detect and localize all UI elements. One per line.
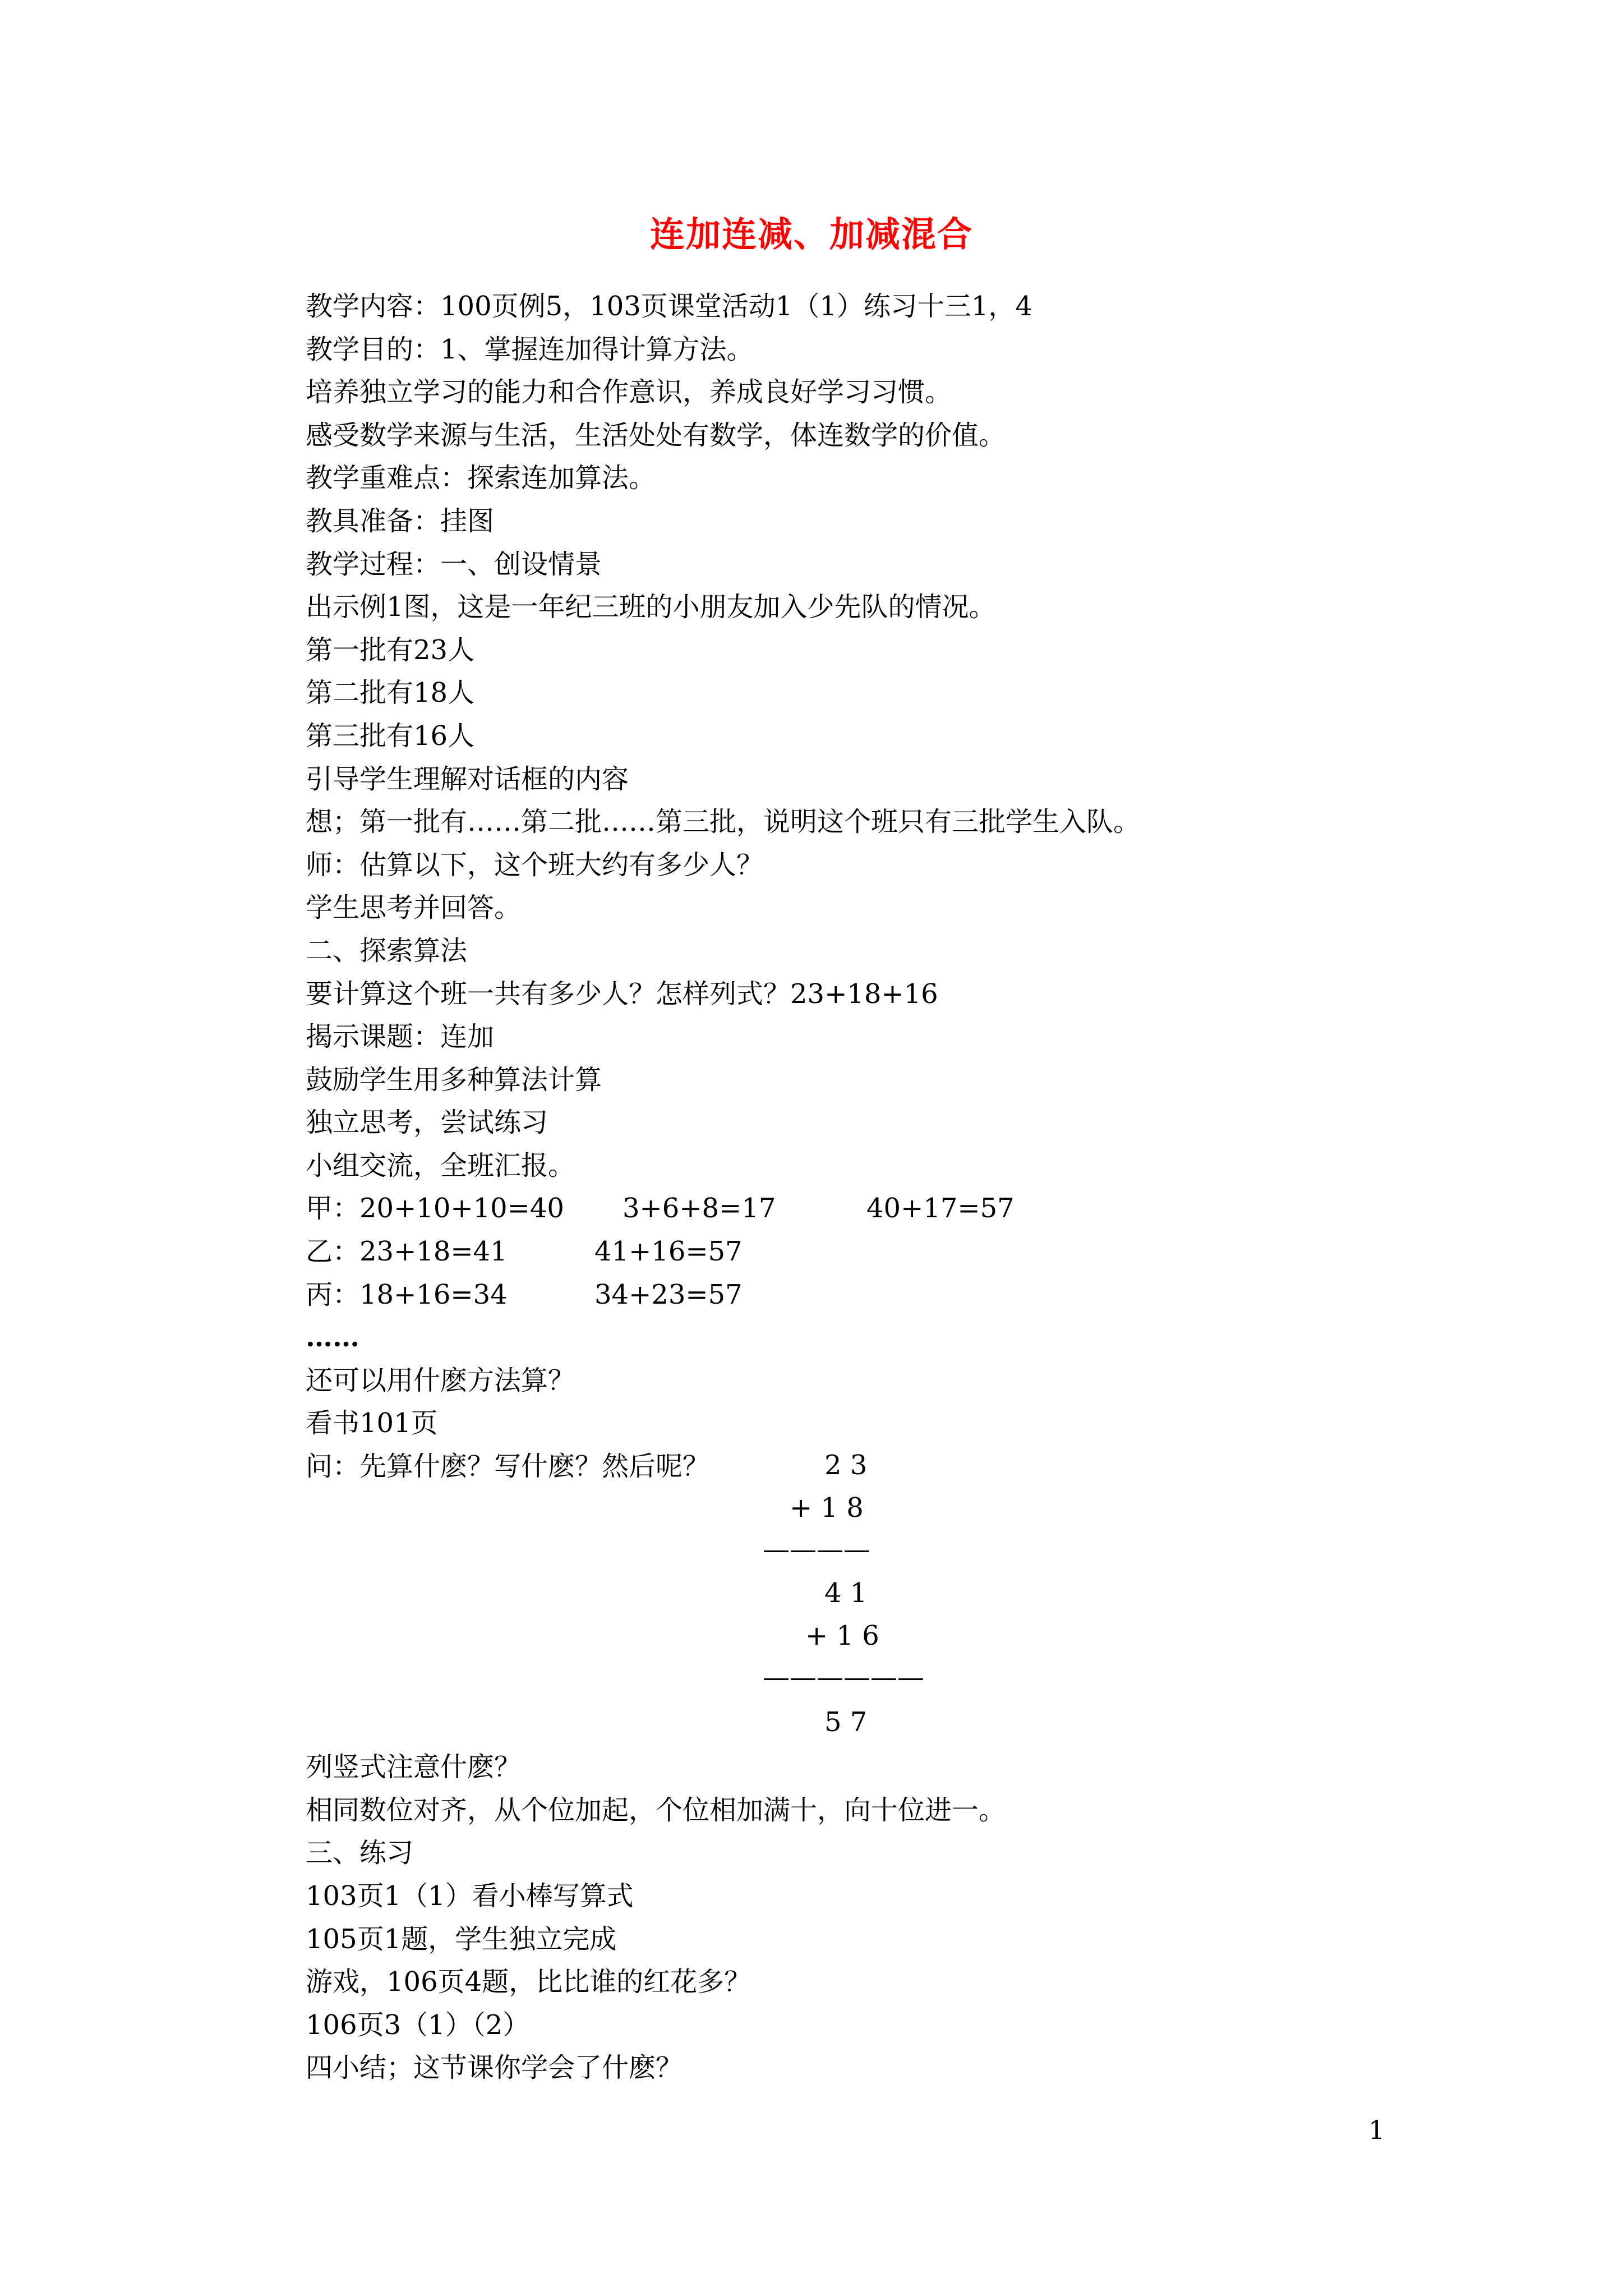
method-step-3: 40+17=57 (866, 1193, 1015, 1225)
text-line: 要计算这个班一共有多少人？怎样列式？23+18+16 (306, 978, 938, 1010)
vertical-partial-sum: 4 1 (824, 1577, 868, 1609)
text-line: 引导学生理解对话框的内容 (306, 763, 629, 795)
text-line: 教具准备：挂图 (306, 505, 495, 537)
vertical-rule-1: ———— (763, 1534, 870, 1565)
ellipsis-line: …… (306, 1322, 359, 1354)
text-line: 揭示课题：连加 (306, 1021, 495, 1053)
text-line: 三、练习 (306, 1837, 414, 1869)
text-line: 四小结；这节课你学会了什麽？ (306, 2052, 683, 2084)
text-line: 还可以用什麽方法算？ (306, 1364, 575, 1396)
method-row-jia (306, 1187, 1427, 1230)
document-body (306, 285, 1427, 2090)
text-line: 教学重难点：探索连加算法。 (306, 462, 656, 494)
vertical-addend-1: 2 3 (824, 1450, 868, 1481)
method-step-2: 41+16=57 (594, 1236, 743, 1268)
text-line: 独立思考，尝试练习 (306, 1107, 548, 1139)
text-line: 游戏，106页4题，比比谁的红花多？ (306, 1966, 751, 1998)
text-line: 列竖式注意什麽？ (306, 1751, 522, 1783)
text-line: 小组交流，全班汇报。 (306, 1149, 575, 1181)
text-line: 第二批有18人 (306, 677, 475, 709)
text-line: 鼓励学生用多种算法计算 (306, 1064, 602, 1096)
document-title: 连加连减、加减混合 (649, 214, 973, 255)
text-line: 106页3（1）（2） (306, 2009, 530, 2041)
method-row-bing (306, 1273, 1427, 1317)
method-step-1: 甲：20+10+10=40 (306, 1193, 564, 1225)
text-line: 想；第一批有……第二批……第三批，说明这个班只有三批学生入队。 (306, 806, 1141, 838)
text-line: 出示例1图，这是一年纪三班的小朋友加入少先队的情况。 (306, 591, 996, 623)
text-line: 师：估算以下，这个班大约有多少人？ (306, 849, 764, 881)
vertical-rule-2: —————— (763, 1662, 924, 1693)
text-line: 教学目的：1、掌握连加得计算方法。 (306, 333, 754, 365)
text-line: 培养独立学习的能力和合作意识，养成良好学习习惯。 (306, 376, 952, 408)
text-line: 相同数位对齐，从个位加起，个位相加满十，向十位进一。 (306, 1794, 1006, 1826)
method-step-2: 34+23=57 (594, 1278, 743, 1310)
vertical-sum: 5 7 (824, 1706, 868, 1738)
method-step-2: 3+6+8=17 (623, 1193, 776, 1225)
text-line: 105页1题，学生独立完成 (306, 1923, 617, 1955)
text-line: 教学过程：一、创设情景 (306, 548, 602, 580)
text-line: 第一批有23人 (306, 634, 475, 666)
text-line: 学生思考并回答。 (306, 892, 522, 924)
spacer (306, 1488, 1427, 1531)
text-line: 教学内容：100页例5，103页课堂活动1（1）练习十三1，4 (306, 291, 1032, 322)
text-line: 第三批有16人 (306, 720, 475, 752)
text-line: 二、探索算法 (306, 935, 468, 967)
method-step-1: 丙：18+16=34 (306, 1278, 508, 1310)
method-row-yi (306, 1230, 1427, 1273)
vertical-addend-2: + 1 8 (790, 1492, 864, 1524)
text-line: 问：先算什麽？写什麽？然后呢？ (306, 1451, 710, 1483)
vertical-addend-3: + 1 6 (805, 1620, 879, 1651)
text-line: 103页1（1）看小棒写算式 (306, 1880, 634, 1912)
text-line: 看书101页 (306, 1407, 438, 1439)
method-step-1: 乙：23+18=41 (306, 1236, 508, 1268)
page-number: 1 (1368, 2115, 1385, 2145)
text-line: 感受数学来源与生活，生活处处有数学，体连数学的价值。 (306, 419, 1006, 451)
